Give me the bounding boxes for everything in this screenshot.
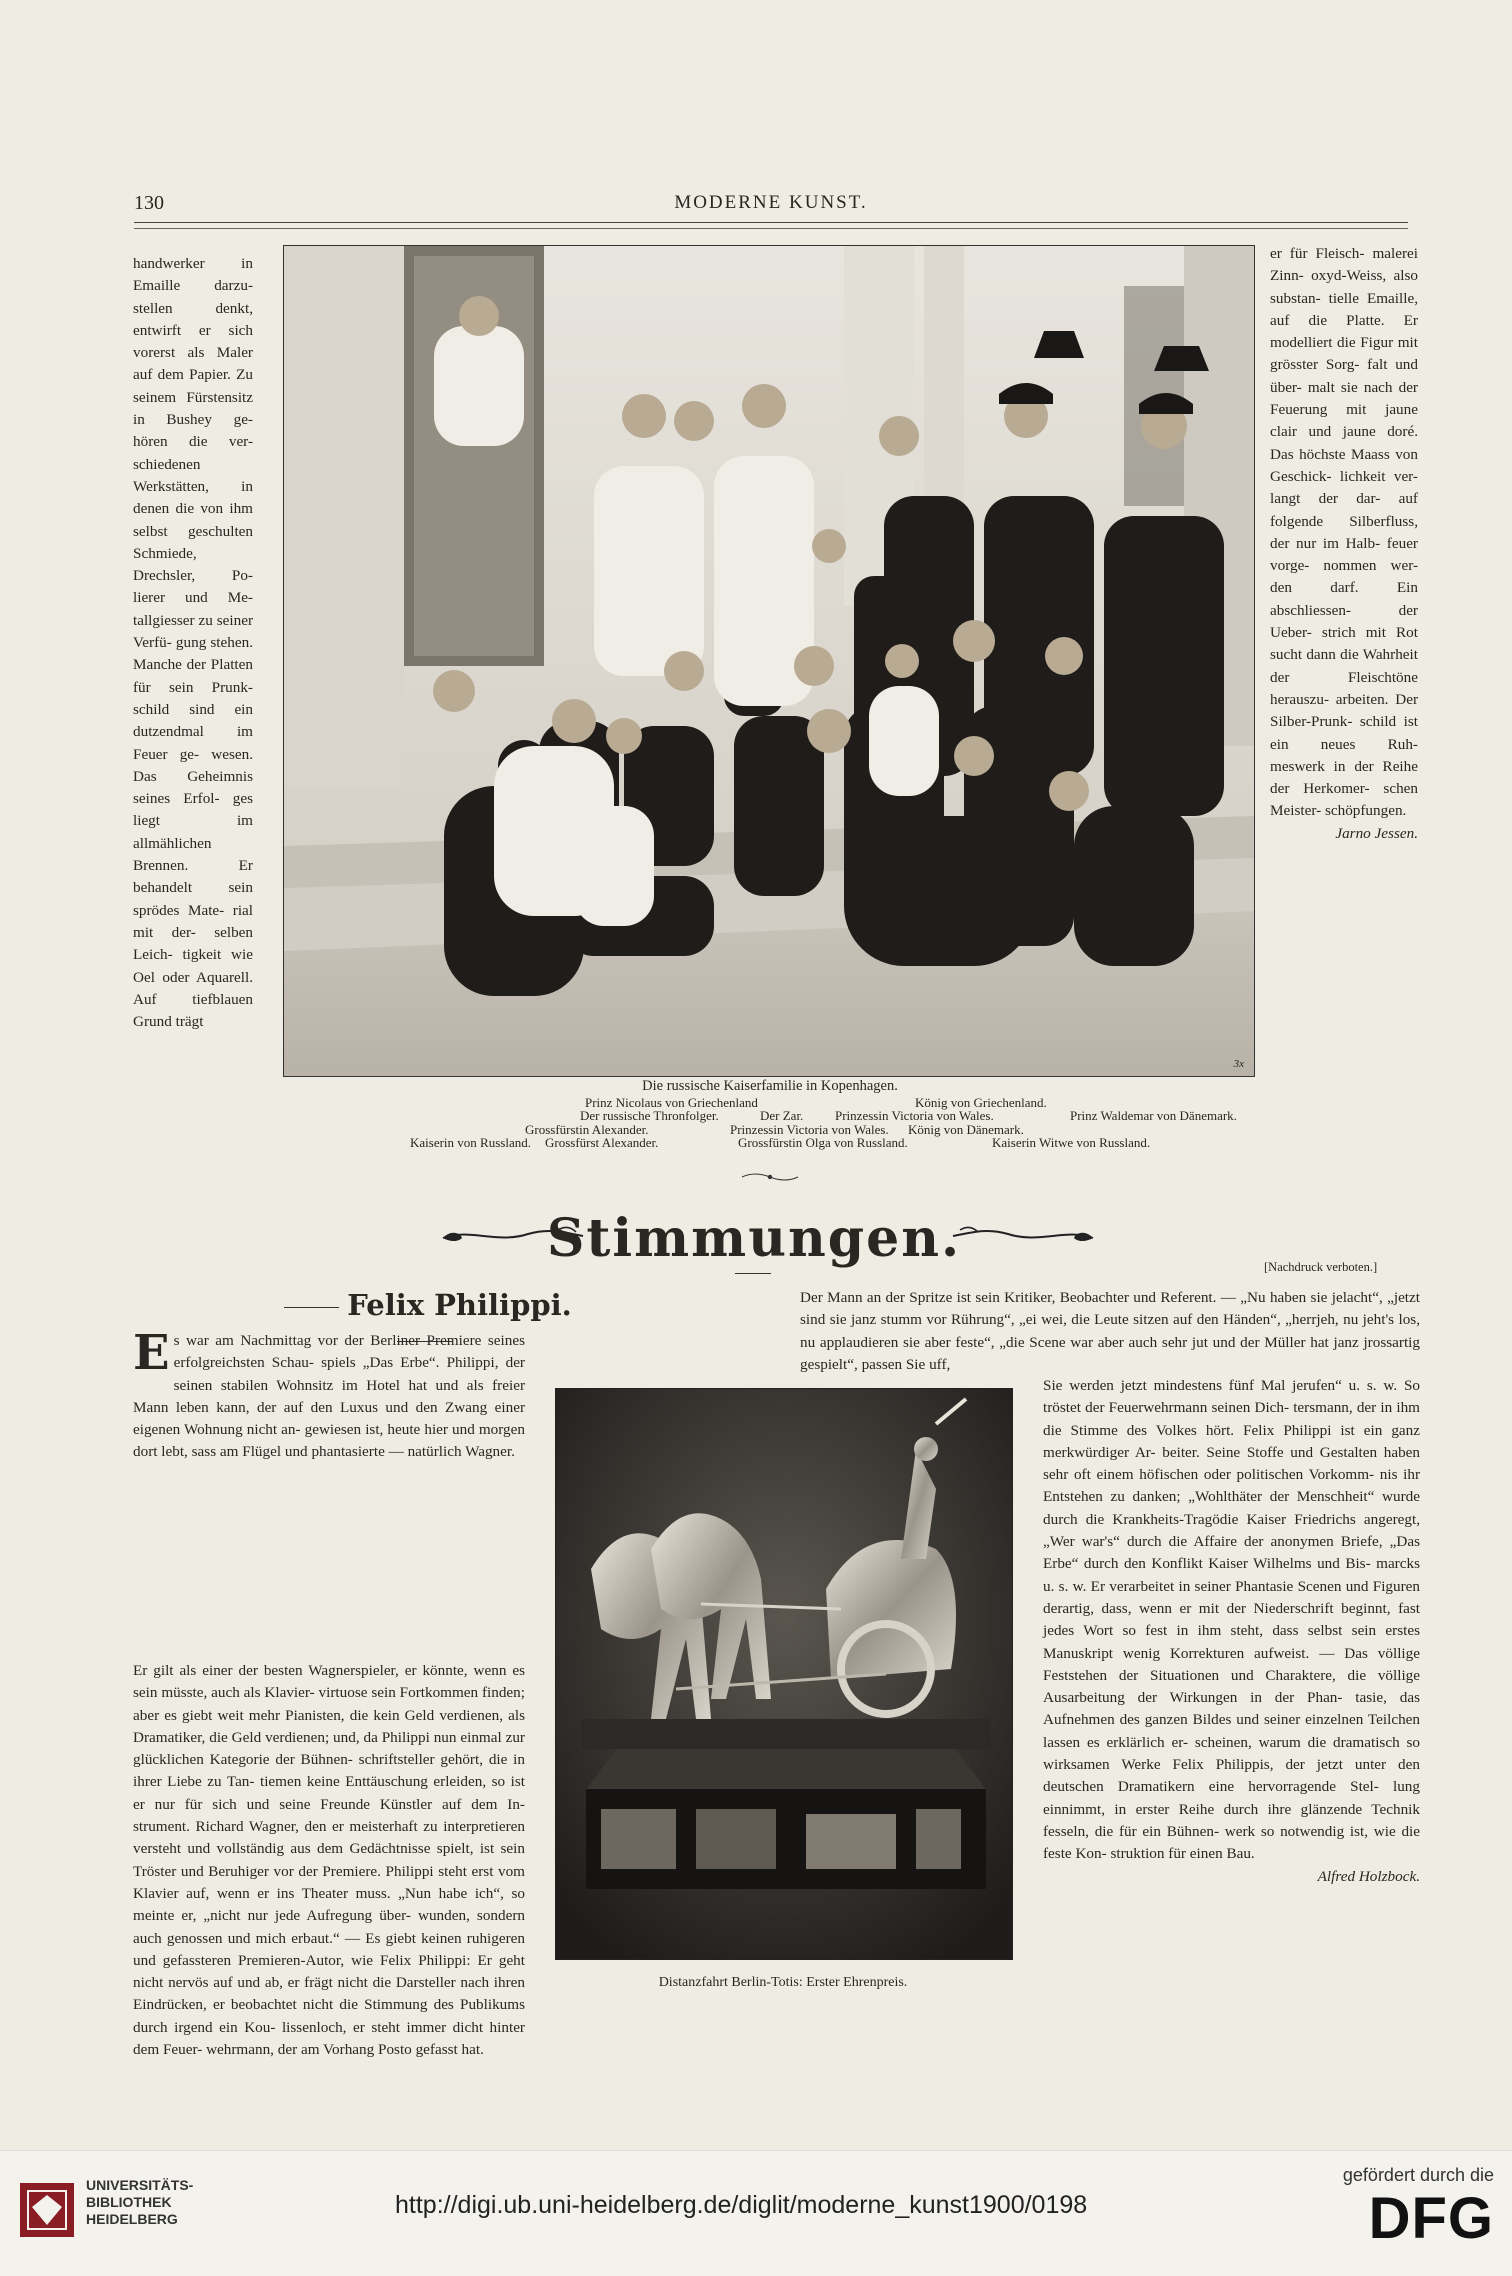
- article-subtitle-text: Felix Philippi.: [347, 1288, 572, 1322]
- caption-name: Grossfürst Alexander.: [545, 1135, 659, 1150]
- title-rule: [735, 1273, 771, 1274]
- caption-name: Prinz Waldemar von Dänemark.: [1070, 1108, 1237, 1123]
- right-column-text: [1270, 243, 1418, 845]
- caption-name: Der russische Thronfolger.: [580, 1108, 719, 1123]
- dfg-logo[interactable]: DFG: [1368, 2186, 1494, 2251]
- article-paragraph: [133, 1325, 525, 1464]
- chariot-trophy-photo: [555, 1388, 1013, 1960]
- university-name-line: HEIDELBERG: [86, 2211, 178, 2227]
- drop-cap: E: [133, 1325, 170, 1381]
- caption-name: Kaiserin Witwe von Russland.: [992, 1135, 1151, 1150]
- article-paragraph: Er gilt als einer der besten Wagnerspieler, er könnte, wenn es sein müsste, auch als Klavier- virtuose sein Fortkommen finden; aber es giebt weit mehr Pianisten, die kein Geld verdienen, als Dramatiker, die Geld verdienen; und, da Philippi nun einmal zur glücklichen Kategorie der Bühnen- schriftsteller gehört, die in ihrer Liebe zu Tan- tiemen keine Enttäuschung erleiden, so ist er nur für sich und seine Freunde Künstler auf dem In- strument. Richard Wagner, den er meisterhaft zu interpretieren versteht und vollständig aus dem Gedächtnisse spielt, ist sein Tröster und Beruhiger vor der Premiere. Philippi steht erst vom Klavier auf, wenn er ins Theater muss. „Nun habe ich“, so meinte er, „nicht nur jede Aufregung über- wunden, sondern auch genossen und mich erbaut.“ — Es giebt keinen ruhigeren und gefassteren Premieren-Autor, wie Felix Philippi: Er geht nicht nervös auf und ab, er frägt nicht die Darsteller nach ihren Eindrücken, er beobachtet nicht die Stimmung des Publikums durch irgend ein Kou- lissenloch, er steht immer dicht hinter dem Feuer- wehrmann, der am Vorhang Posto gefasst hat.: [133, 1662, 525, 2059]
- right-column-paragraph: er für Fleisch- malerei Zinn- oxyd-Weiss, also substan- tielle Emaille, auf die Platte. Er modelliert die Figur mit grösster Sorg- falt und über- malt sie nach der Feuerung mit jaune clair und jaune doré. Das höchste Maass von Geschick- lichkeit ver- langt der dar- auf folgende Silberfluss, der nur im Halb- feuer vorge- nommen wer- den darf. Ein abschliessen- der Ueber- strich mit Rot sucht dann die Wahrheit der Fleischtöne herauszu- arbeiten. Der Silber-Prunk- schild ist ein neues Ruh- meswerk in der Reihe der Herkomer- schen Meister- schöpfungen.: [1270, 245, 1418, 820]
- caption-name: Prinz Nicolaus von Griechenland: [585, 1094, 758, 1110]
- caption-name: König von Dänemark.: [908, 1121, 1024, 1137]
- family-photo: [283, 245, 1255, 1077]
- article-paragraph: Sie werden jetzt mindestens fünf Mal jerufen“ u. s. w. So tröstet der Feuerwehrmann seinen Dich- tersmann, der in ihm die Stimme des Volkes hört. Felix Philippi ist ein ganz merkwürdiger Ar- beiter. Seine Stoffe und Gestalten haben sehr oft einem höfischen oder politischen Vorkomm- nis ihr Entstehen zu danken; „Wohlthäter der Menschheit“ wurde durch die Krankheits-Tragödie Kaiser Friedrichs angeregt, „Wer war's“ durch die Affaire der anonymen Briefe, „Das Erbe“ durch den Konflikt Kaiser Wilhelms und Bis- marcks u. s. w. Er verarbeitet in seiner Phantasie Scenen und Figuren derartig, dass, wenn er mit der Niederschrift beginnt, fast jedes Wort so fest in ihm steht, dass selbst sein erstes Manuskript wenig Korrekturen aufweist. — Das völlige Feststehen der Situationen und Charaktere, die völlige Ausarbeitung der Wirkungen in der Phan- tasie, das Aufnehmen des ganzen Bildes und seiner einzelnen Teilchen lassen es erklärlich er- scheinen, warum die dramatisch so wirksamen Werke Felix Philippis, der jetzt unter den deutschen Dramatikern eine hervorragende Stel- lung einnimmt, in erster Reihe durch ihre glänzende Technik fesseln, die für ein Bühnen- werk so notwendig ist, wie die feste Kon- struktion für einen Bau.: [1043, 1377, 1420, 1863]
- university-name-line: BIBLIOTHEK: [86, 2194, 172, 2210]
- header-rule: [134, 222, 1408, 229]
- caption-name: Der Zar.: [760, 1108, 804, 1123]
- reprint-notice: [Nachdruck verboten.]: [1264, 1260, 1378, 1274]
- source-url-link[interactable]: http://digi.ub.uni-heidelberg.de/diglit/moderne_kunst1900/0198: [395, 2191, 1088, 2219]
- caption-name: König von Griechenland.: [915, 1094, 1047, 1110]
- funding-label: gefördert durch die: [1342, 2165, 1494, 2185]
- left-column-paragraph: handwerker in Emaille darzu- stellen denkt, entwirft er sich vorerst als Maler auf dem Papier. Zu seinem Fürstensitz in Bushey ge- hören die ver- schiedenen Werkstätten, in denen die von ihm selbst geschulten Schmiede, Drechsler, Po- lierer und Me- tallgiesser zu seiner Verfü- gung stehen. Manche der Platten für sein Prunk- schild sind ein dutzendmal im Feuer ge- wesen. Das Geheimnis seines Erfol- ges liegt im allmählichen Brennen. Er behandelt sein sprödes Mate- rial mit der- selben Leich- tigkeit wie Oel oder Aquarell. Auf tiefblauen Grund trägt: [133, 255, 253, 1031]
- article-left-upper: [133, 1325, 525, 1464]
- left-column-text: [133, 253, 253, 1033]
- funder-block: [1314, 2165, 1494, 2252]
- article-opening-text: s war am Nachmittag vor der Berliner Premiere seines erfolgreichsten Schau- spiels „Das Erbe“. Philippi, der seinen stabilen Wohnsitz im Hotel hat und als freier Mann leben kann, der auf den Luxus und den Zwang einer eigenen Wohnung nicht an- gewiesen ist, heute hier und morgen dort lebt, sass am Flügel und phantasierte — natürlich Wagner.: [133, 1332, 525, 1461]
- ornament-icon: [740, 1170, 800, 1184]
- article-paragraph: Der Mann an der Spritze ist sein Kritiker, Beobachter und Referent. — „Nu haben sie jelacht“, „jetzt sind sie janz stumm vor Rührung“, „ei wei, die Leute sitzen auf den Händen“, „herrjeh, nu jeht's los, nu applaudieren sie aber feste“, „die Scene war aber auch sehr jut und der Müller hat janz jrossartig gespielt“, passen Sie uff,: [800, 1289, 1420, 1373]
- section-title-text: Stimmungen.: [546, 1208, 962, 1269]
- caption-line: [280, 1136, 1260, 1150]
- caption-line: [280, 1109, 1260, 1123]
- caption-line: [280, 1096, 1260, 1110]
- flourish-right-icon: [948, 1220, 1098, 1250]
- footer-bar: [0, 2150, 1512, 2276]
- university-logo[interactable]: [18, 2177, 218, 2247]
- chariot-caption: Distanzfahrt Berlin-Totis: Erster Ehrenpreis.: [658, 1975, 908, 1990]
- article-signature: Alfred Holzbock.: [1317, 1867, 1420, 1885]
- university-name: [86, 2177, 193, 2228]
- subtitle-rule: [284, 1307, 339, 1308]
- caption-name: Kaiserin von Russland.: [410, 1135, 531, 1150]
- university-seal-icon: [18, 2177, 76, 2243]
- photo-caption: [280, 1080, 1260, 1150]
- article-right-column: [1043, 1375, 1420, 1888]
- caption-name: Grossfürstin Olga von Russland.: [738, 1135, 908, 1150]
- photo-title: Die russische Kaiserfamilie in Kopenhagen.: [642, 1078, 898, 1094]
- article-left-lower: [133, 1660, 525, 2061]
- page-header: [134, 192, 1408, 220]
- university-name-line: UNIVERSITÄTS-: [86, 2177, 194, 2193]
- caption-line: [280, 1123, 1260, 1137]
- photo-plate-mark: 3x: [1233, 1058, 1244, 1070]
- page-number: 130: [134, 192, 164, 214]
- article-right-top: [800, 1287, 1420, 1376]
- caption-name: Prinzessin Victoria von Wales.: [835, 1108, 994, 1123]
- author-signature: Jarno Jessen.: [1335, 824, 1418, 842]
- caption-name: Prinzessin Victoria von Wales.: [730, 1121, 889, 1137]
- running-head: MODERNE KUNST.: [674, 192, 868, 213]
- caption-name: Grossfürstin Alexander.: [525, 1121, 649, 1137]
